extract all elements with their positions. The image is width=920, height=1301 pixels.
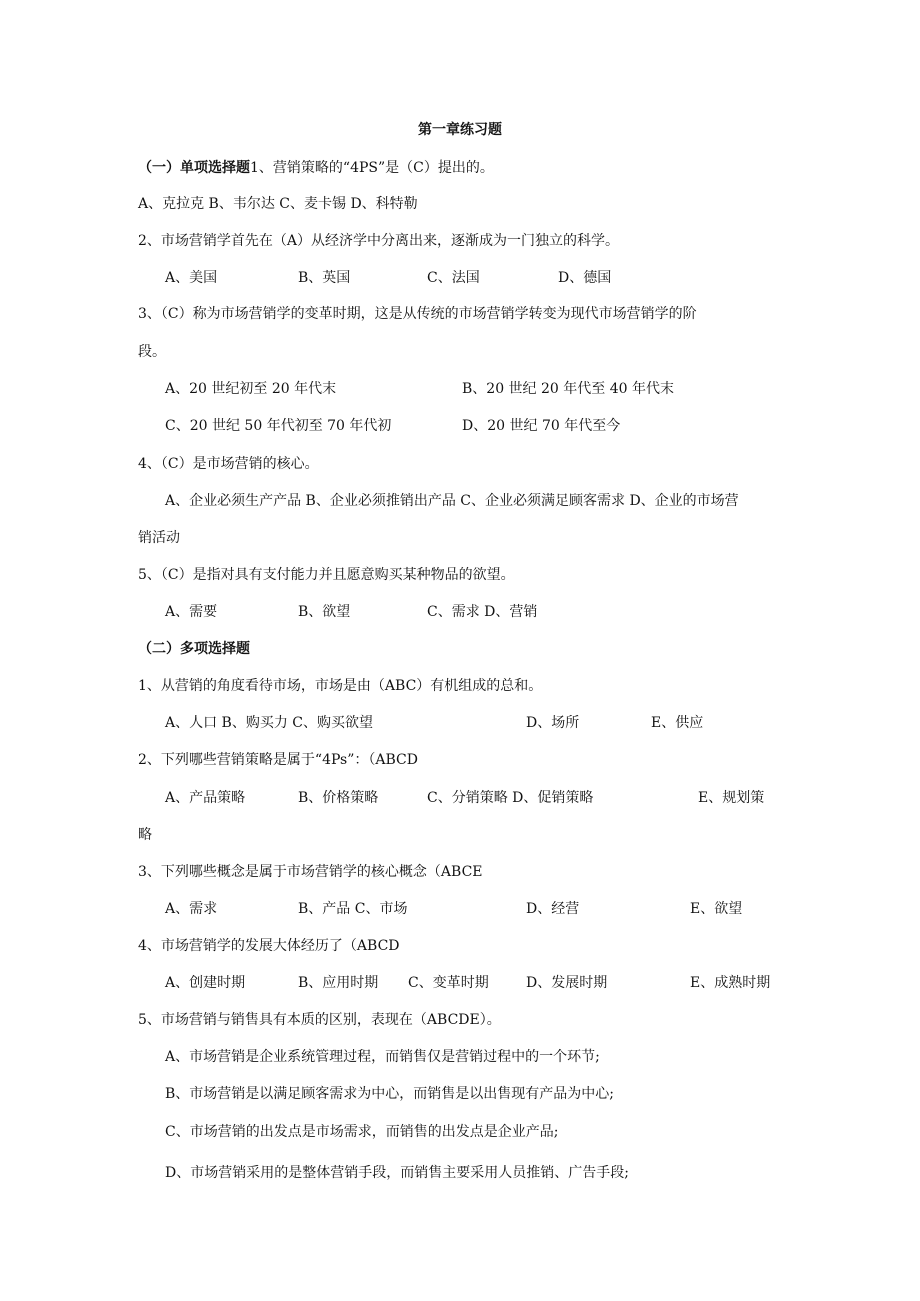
section2-q4-option-d: D、发展时期 (526, 975, 608, 991)
section2-q4-option-c: C、变革时期 (408, 975, 489, 991)
section2-q2-option-a: A、产品策略 (165, 790, 246, 806)
section2-q4-stem: 4、市场营销学的发展大体经历了（ABCD (138, 938, 400, 954)
section2-q1-option-e: E、供应 (651, 715, 704, 731)
section2-q2-stem: 2、下列哪些营销策略是属于“4Ps”：（ABCD (138, 752, 418, 768)
section2-q1-option-d: D、场所 (526, 715, 580, 731)
section2-q5-option-b: B、市场营销是以满足顾客需求为中心，而销售是以出售现有产品为中心; (165, 1086, 615, 1102)
section1-q2-option-d: D、德国 (558, 270, 612, 286)
section2-q5-option-d: D、市场营销采用的是整体营销手段，而销售主要采用人员推销、广告手段; (165, 1165, 629, 1181)
section1-q3-stem-2: 段。 (138, 344, 166, 360)
section2-q3-stem: 3、下列哪些概念是属于市场营销学的核心概念（ABCE (138, 864, 483, 880)
section2-q4-option-a: A、创建时期 (165, 975, 246, 991)
section2-heading: （二）多项选择题 (138, 641, 250, 657)
section1-heading: （一）单项选择题 (138, 160, 250, 176)
section2-q2-option-e-cont: 略 (138, 827, 152, 843)
section1-q4-stem: 4、（C）是市场营销的核心。 (138, 456, 319, 472)
section2-q3-option-e: E、欲望 (690, 901, 743, 917)
section2-q3-option-bc: B、产品 C、市场 (298, 901, 408, 917)
section1-q2-option-c: C、法国 (427, 270, 480, 286)
section1-q1-line (138, 159, 494, 177)
section1-q3-stem-1: 3、（C）称为市场营销学的变革时期，这是从传统的市场营销学转变为现代市场营销学的阶 (138, 306, 697, 322)
section1-q3-option-c: C、20 世纪 50 年代初至 70 年代初 (165, 418, 392, 434)
section2-q5-option-a: A、市场营销是企业系统管理过程，而销售仅是营销过程中的一个环节; (165, 1049, 600, 1065)
section1-q4-options-2: 销活动 (138, 530, 180, 546)
page-title: 第一章练习题 (418, 122, 502, 138)
section2-q4-option-b: B、应用时期 (298, 975, 379, 991)
section1-q2-option-a: A、美国 (165, 270, 218, 286)
section1-q5-option-cd: C、需求 D、营销 (427, 604, 538, 620)
section1-q3-option-a: A、20 世纪初至 20 年代末 (165, 381, 337, 397)
section2-q2-option-cd: C、分销策略 D、促销策略 (427, 790, 594, 806)
section2-q1-stem: 1、从营销的角度看待市场，市场是由（ABC）有机组成的总和。 (138, 678, 543, 694)
section2-q4-option-e: E、成熟时期 (690, 975, 771, 991)
section2-q3-option-a: A、需求 (165, 901, 218, 917)
section1-q4-options-1: A、企业必须生产产品 B、企业必须推销出产品 C、企业必须满足顾客需求 D、企业的市场营 (165, 493, 739, 509)
section2-q5-stem: 5、市场营销与销售具有本质的区别，表现在（ABCDE）。 (138, 1012, 501, 1028)
section2-q3-option-d: D、经营 (526, 901, 580, 917)
section1-q5-option-b: B、欲望 (298, 604, 351, 620)
section2-q1-option-abc: A、人口 B、购买力 C、购买欲望 (165, 715, 374, 731)
section2-q2-option-b: B、价格策略 (298, 790, 379, 806)
section1-q2-option-b: B、英国 (298, 270, 351, 286)
section1-q1-stem: 1、营销策略的“4PS”是（C）提出的。 (250, 160, 494, 176)
section1-q1-options: A、克拉克 B、韦尔达 C、麦卡锡 D、科特勒 (138, 196, 418, 212)
section1-q2-stem: 2、市场营销学首先在（A）从经济学中分离出来，逐渐成为一门独立的科学。 (138, 233, 620, 249)
section1-q3-option-d: D、20 世纪 70 年代至今 (462, 418, 621, 434)
section1-q5-stem: 5、（C）是指对具有支付能力并且愿意购买某种物品的欲望。 (138, 567, 515, 583)
section1-q5-option-a: A、需要 (165, 604, 218, 620)
section2-q2-option-e: E、规划策 (698, 790, 765, 806)
section2-q5-option-c: C、市场营销的出发点是市场需求，而销售的出发点是企业产品; (165, 1124, 559, 1140)
section1-q3-option-b: B、20 世纪 20 年代至 40 年代末 (462, 381, 674, 397)
